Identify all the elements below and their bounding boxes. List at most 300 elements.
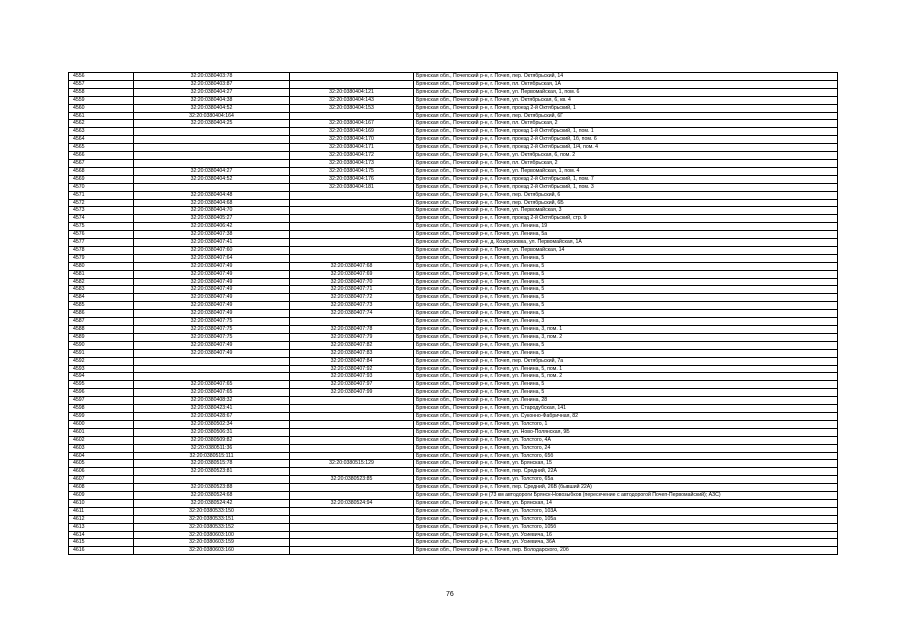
table-row: [69, 120, 838, 128]
address-cell: Брянская обл., Почепский р-н, г. Почеп, проезд 2-й Октябрьский, 1б, пом. 6: [414, 136, 838, 144]
cadastral-number-parcel: 32:20:0380533:152: [134, 523, 290, 531]
cadastral-number-object: 32:20:0380407:83: [290, 349, 414, 357]
address-cell: Брянская обл., Почепский р-н, г. Почеп, ул. Усиевича, 16: [414, 531, 838, 539]
row-number: 4594: [69, 373, 134, 381]
cadastral-number-object: [290, 468, 414, 476]
row-number: 4588: [69, 326, 134, 334]
cadastral-number-parcel: [134, 159, 290, 167]
table-row: [69, 452, 838, 460]
cadastral-number-parcel: 32:20:0380515:111: [134, 452, 290, 460]
cadastral-number-object: 32:20:0380407:72: [290, 294, 414, 302]
row-number: 4578: [69, 246, 134, 254]
cadastral-number-object: 32:20:0380523:85: [290, 476, 414, 484]
cadastral-number-parcel: 32:20:0380407:49: [134, 310, 290, 318]
table-row: [69, 412, 838, 420]
table-row: [69, 167, 838, 175]
cadastral-number-object: 32:20:0380407:73: [290, 302, 414, 310]
row-number: 4581: [69, 270, 134, 278]
row-number: 4604: [69, 452, 134, 460]
address-cell: Брянская обл., Почепский р-н, г. Почеп, ул. Ленина, 5: [414, 302, 838, 310]
address-cell: Брянская обл., Почепский р-н, г. Почеп, ул. Октябрьская, 6, пом. 2: [414, 152, 838, 160]
table-row: [69, 365, 838, 373]
address-cell: Брянская обл., Почепский р-н, г. Почеп, ул. Ленина, 5: [414, 341, 838, 349]
cadastral-number-object: 32:20:0380515:129: [290, 460, 414, 468]
address-cell: Брянская обл., Почепский р-н, г. Почеп, ул. Ленина, 5: [414, 278, 838, 286]
cadastral-number-parcel: 32:20:0380515:78: [134, 460, 290, 468]
cadastral-number-parcel: 32:20:0380533:151: [134, 515, 290, 523]
row-number: 4558: [69, 88, 134, 96]
cadastral-number-parcel: [134, 357, 290, 365]
row-number: 4613: [69, 523, 134, 531]
row-number: 4572: [69, 199, 134, 207]
table-row: [69, 246, 838, 254]
address-cell: Брянская обл., Почепский р-н, г. Почеп, ул. Первомайская, 1, пом. 4: [414, 167, 838, 175]
address-cell: Брянская обл., Почепский р-н, г. Почеп, ул. Ленина, 5, пом. 2: [414, 373, 838, 381]
cadastral-number-object: [290, 405, 414, 413]
address-cell: Брянская обл., Почепский р-н, г. Почеп, ул. Толстого, 105б: [414, 523, 838, 531]
cadastral-number-object: 32:20:0380404:171: [290, 144, 414, 152]
cadastral-number-parcel: 32:20:0380406:42: [134, 223, 290, 231]
table-row: [69, 191, 838, 199]
address-cell: Брянская обл., Почепский р-н, г. Почеп, пер. Октябрьский, 14: [414, 73, 838, 81]
table-row: [69, 444, 838, 452]
cadastral-number-parcel: 32:20:0380407:60: [134, 246, 290, 254]
row-number: 4586: [69, 310, 134, 318]
table-row: [69, 318, 838, 326]
row-number: 4589: [69, 333, 134, 341]
cadastral-number-parcel: 32:20:0380428:67: [134, 412, 290, 420]
cadastral-number-parcel: 32:20:0380603:159: [134, 539, 290, 547]
row-number: 4601: [69, 428, 134, 436]
address-cell: Брянская обл., Почепский р-н, г. Почеп, ул. Первомайская, 3: [414, 207, 838, 215]
row-number: 4556: [69, 73, 134, 81]
row-number: 4573: [69, 207, 134, 215]
cadastral-number-object: 32:20:0380404:172: [290, 152, 414, 160]
cadastral-number-parcel: 32:20:0380603:100: [134, 531, 290, 539]
table-row: [69, 547, 838, 555]
cadastral-number-parcel: 32:20:0380511:36: [134, 444, 290, 452]
table-row: [69, 389, 838, 397]
address-cell: Брянская обл., Почепский р-н, г. Почеп, пл. Октябрьская, 1А: [414, 80, 838, 88]
table-row: [69, 428, 838, 436]
address-cell: Брянская обл., Почепский р-н, г. Почеп, ул. Толстого, 24: [414, 444, 838, 452]
cadastral-number-object: [290, 492, 414, 500]
table-row: [69, 405, 838, 413]
cadastral-number-parcel: 32:20:0380407:75: [134, 333, 290, 341]
table-row: [69, 231, 838, 239]
cadastral-number-object: 32:20:0380404:175: [290, 167, 414, 175]
row-number: 4567: [69, 159, 134, 167]
cadastral-number-object: [290, 531, 414, 539]
cadastral-number-object: [290, 444, 414, 452]
cadastral-number-parcel: 32:20:0380407:38: [134, 231, 290, 239]
table-row: [69, 333, 838, 341]
cadastral-number-parcel: 32:20:0380404:52: [134, 175, 290, 183]
cadastral-number-object: 32:20:0380407:68: [290, 262, 414, 270]
row-number: 4564: [69, 136, 134, 144]
table-row: [69, 310, 838, 318]
address-cell: Брянская обл., Почепский р-н, г. Почеп, ул. Ленина, 28: [414, 397, 838, 405]
cadastral-number-parcel: [134, 152, 290, 160]
table-row: [69, 397, 838, 405]
cadastral-number-object: 32:20:0380407:69: [290, 270, 414, 278]
cadastral-number-object: [290, 452, 414, 460]
address-cell: Брянская обл., Почепский р-н, г. Почеп, проезд 2-й Октябрьский, 1, пом. 7: [414, 175, 838, 183]
cadastral-number-parcel: 32:20:0380404:52: [134, 104, 290, 112]
row-number: 4607: [69, 476, 134, 484]
cadastral-number-parcel: 32:20:0380502:34: [134, 420, 290, 428]
table-row: [69, 357, 838, 365]
address-cell: Брянская обл., Почепский р-н, г. Почеп, проезд 2-й Октябрьский, 1, пом. 3: [414, 183, 838, 191]
table-row: [69, 460, 838, 468]
address-cell: Брянская обл., Почепский р-н, г. Почеп, ул. Октябрьская, 6, кв. 4: [414, 96, 838, 104]
cadastral-number-parcel: [134, 183, 290, 191]
cadastral-number-object: [290, 254, 414, 262]
row-number: 4585: [69, 302, 134, 310]
row-number: 4575: [69, 223, 134, 231]
row-number: 4595: [69, 381, 134, 389]
cadastral-number-parcel: 32:20:0380408:32: [134, 397, 290, 405]
cadastral-number-parcel: 32:20:0380407:49: [134, 349, 290, 357]
cadastral-number-object: 32:20:0380404:121: [290, 88, 414, 96]
row-number: 4559: [69, 96, 134, 104]
row-number: 4605: [69, 460, 134, 468]
cadastral-number-object: [290, 191, 414, 199]
cadastral-number-object: [290, 215, 414, 223]
cadastral-number-parcel: 32:20:0380405:27: [134, 215, 290, 223]
address-cell: Брянская обл., Почепский р-н, г. Почеп, ул. Толстого, 4А: [414, 436, 838, 444]
cadastral-number-parcel: 32:20:0380407:49: [134, 278, 290, 286]
row-number: 4593: [69, 365, 134, 373]
row-number: 4584: [69, 294, 134, 302]
address-cell: Брянская обл., Почепский р-н, г. Почеп, проезд 2-й Октябрьский, 1/4, пом. 4: [414, 144, 838, 152]
table-row: [69, 144, 838, 152]
cadastral-number-parcel: 32:20:0380523:81: [134, 468, 290, 476]
row-number: 4603: [69, 444, 134, 452]
cadastral-number-object: 32:20:0380407:78: [290, 326, 414, 334]
cadastral-number-object: [290, 484, 414, 492]
address-cell: Брянская обл., Почепский р-н, г. Почеп, ул. Ленина, 5: [414, 262, 838, 270]
address-cell: Брянская обл., Почепский р-н, г. Почеп, ул. Ленина, 5: [414, 381, 838, 389]
row-number: 4606: [69, 468, 134, 476]
table-row: [69, 539, 838, 547]
address-cell: Брянская обл., Почепский р-н, г. Почеп, ул. Стародубская, 141: [414, 405, 838, 413]
address-cell: Брянская обл., Почепский р-н, г. Почеп, ул. Ленина, 5: [414, 349, 838, 357]
table-row: [69, 381, 838, 389]
cadastral-number-object: [290, 112, 414, 120]
address-cell: Брянская обл., Почепский р-н, г. Почеп, пер. Средний, 26В (бывший 22А): [414, 484, 838, 492]
cadastral-number-object: [290, 318, 414, 326]
row-number: 4610: [69, 499, 134, 507]
table-row: [69, 159, 838, 167]
row-number: 4561: [69, 112, 134, 120]
row-number: 4577: [69, 239, 134, 247]
cadastral-number-parcel: 32:20:0380509:82: [134, 436, 290, 444]
address-cell: Брянская обл., Почепский р-н, г. Почеп, ул. Суконно-Фабричная, 82: [414, 412, 838, 420]
cadastral-number-object: [290, 397, 414, 405]
row-number: 4597: [69, 397, 134, 405]
row-number: 4576: [69, 231, 134, 239]
address-cell: Брянская обл., Почепский р-н, г. Почеп, ул. Ленина, 5, пом. 1: [414, 365, 838, 373]
cadastral-number-object: [290, 420, 414, 428]
table-row: [69, 294, 838, 302]
row-number: 4614: [69, 531, 134, 539]
address-cell: Брянская обл., Почепский р-н, г. Почеп, пер. Средний, 22А: [414, 468, 838, 476]
address-cell: Брянская обл., Почепский р-н, г. Почеп, ул. Ленина, 5: [414, 270, 838, 278]
cadastral-number-object: 32:20:0380404:167: [290, 120, 414, 128]
cadastral-number-parcel: 32:20:0380407:49: [134, 294, 290, 302]
table-row: [69, 88, 838, 96]
cadastral-number-object: [290, 231, 414, 239]
cadastral-number-parcel: [134, 365, 290, 373]
cadastral-number-object: 32:20:0380407:97: [290, 381, 414, 389]
cadastral-number-parcel: 32:20:0380404:164: [134, 112, 290, 120]
cadastral-number-parcel: 32:20:0380407:65: [134, 389, 290, 397]
cadastral-number-parcel: 32:20:0380407:75: [134, 318, 290, 326]
row-number: 4598: [69, 405, 134, 413]
address-cell: Брянская обл., Почепский р-н, г. Почеп, ул. Ленина, 3, пом. 2: [414, 333, 838, 341]
cadastral-number-parcel: 32:20:0380404:38: [134, 96, 290, 104]
cadastral-number-parcel: 32:20:0380407:64: [134, 254, 290, 262]
row-number: 4557: [69, 80, 134, 88]
table-row: [69, 476, 838, 484]
table-row: [69, 199, 838, 207]
address-cell: Брянская обл., Почепский р-н, г. Почеп, проезд 2-й Октябрьский, стр. 9: [414, 215, 838, 223]
cadastral-number-object: [290, 523, 414, 531]
row-number: 4591: [69, 349, 134, 357]
cadastral-number-parcel: [134, 136, 290, 144]
address-cell: Брянская обл., Почепский р-н, г. Почеп, ул. Ново-Полянская, 9Б: [414, 428, 838, 436]
cadastral-number-parcel: 32:20:0380407:49: [134, 262, 290, 270]
cadastral-number-parcel: 32:20:0380404:48: [134, 191, 290, 199]
cadastral-number-object: [290, 436, 414, 444]
cadastral-number-object: 32:20:0380407:92: [290, 365, 414, 373]
address-cell: Брянская обл., Почепский р-н, г. Почеп, ул. Ленина, 5а: [414, 231, 838, 239]
address-cell: Брянская обл., Почепский р-н, г. Почеп, ул. Ленина, 5: [414, 294, 838, 302]
row-number: 4579: [69, 254, 134, 262]
row-number: 4590: [69, 341, 134, 349]
cadastral-number-object: 32:20:0380407:93: [290, 373, 414, 381]
cadastral-number-object: 32:20:0380524:94: [290, 499, 414, 507]
row-number: 4602: [69, 436, 134, 444]
address-cell: Брянская обл., Почепский р-н, г. Почеп, пл. Октябрьская, 2: [414, 120, 838, 128]
table-row: [69, 254, 838, 262]
cadastral-number-parcel: 32:20:0380404:70: [134, 207, 290, 215]
cadastral-number-object: 32:20:0380404:143: [290, 96, 414, 104]
cadastral-number-parcel: [134, 476, 290, 484]
cadastral-number-parcel: 32:20:0380407:41: [134, 239, 290, 247]
cadastral-number-parcel: 32:20:0380523:88: [134, 484, 290, 492]
table-row: [69, 262, 838, 270]
cadastral-number-parcel: 32:20:0380404:68: [134, 199, 290, 207]
address-cell: Брянская обл., Почепский р-н, г. Почеп, ул. Ленина, 5: [414, 254, 838, 262]
cadastral-number-object: 32:20:0380404:170: [290, 136, 414, 144]
address-cell: Брянская обл., Почепский р-н, г. Почеп, пер. Октябрьский, 6: [414, 191, 838, 199]
row-number: 4600: [69, 420, 134, 428]
row-number: 4570: [69, 183, 134, 191]
cadastral-number-parcel: 32:20:0380524:42: [134, 499, 290, 507]
address-cell: Брянская обл., Почепский р-н, г. Почеп, пл. Октябрьская, 2: [414, 159, 838, 167]
address-cell: Брянская обл., Почепский р-н, г. Почеп, ул. Первомайская, 1, пом. 6: [414, 88, 838, 96]
cadastral-number-object: [290, 223, 414, 231]
address-cell: Брянская обл., Почепский р-н, г. Почеп, ул. Толстого, 103А: [414, 507, 838, 515]
table-row: [69, 420, 838, 428]
table-row: [69, 183, 838, 191]
row-number: 4616: [69, 547, 134, 555]
row-number: 4574: [69, 215, 134, 223]
address-cell: Брянская обл., Почепский р-н, г. Почеп, ул. Ленина, 5: [414, 286, 838, 294]
table-row: [69, 96, 838, 104]
table-row: [69, 175, 838, 183]
cadastral-number-object: [290, 515, 414, 523]
row-number: 4611: [69, 507, 134, 515]
table-row: [69, 523, 838, 531]
table-row: [69, 80, 838, 88]
cadastral-number-parcel: 32:20:0380506:31: [134, 428, 290, 436]
table-row: [69, 515, 838, 523]
table-row: [69, 112, 838, 120]
cadastral-number-parcel: [134, 144, 290, 152]
row-number: 4566: [69, 152, 134, 160]
cadastral-number-parcel: [134, 373, 290, 381]
cadastral-number-parcel: 32:20:0380407:65: [134, 381, 290, 389]
row-number: 4568: [69, 167, 134, 175]
cadastral-number-object: [290, 73, 414, 81]
address-cell: Брянская обл., Почепский р-н, г. Почеп, пер. Володарского, 20б: [414, 547, 838, 555]
row-number: 4580: [69, 262, 134, 270]
table-row: [69, 373, 838, 381]
cadastral-number-object: 32:20:0380404:176: [290, 175, 414, 183]
table-row: [69, 73, 838, 81]
table-row: [69, 207, 838, 215]
cadastral-number-parcel: 32:20:0380603:160: [134, 547, 290, 555]
row-number: 4596: [69, 389, 134, 397]
address-cell: Брянская обл., Почепский р-н, г. Почеп, проезд 2-й Октябрьский, 1: [414, 104, 838, 112]
row-number: 4569: [69, 175, 134, 183]
row-number: 4571: [69, 191, 134, 199]
cadastral-number-parcel: 32:20:0380403:78: [134, 73, 290, 81]
address-cell: Брянская обл., Почепский р-н, г. Почеп, пер. Октябрьский, 7а: [414, 357, 838, 365]
table-row: [69, 128, 838, 136]
address-cell: Брянская обл., Почепский р-н, г. Почеп, ул. Ленина, 3: [414, 318, 838, 326]
address-cell: Брянская обл., Почепский р-н, г. Почеп, проезд 1-й Октябрьский, 1, пом. 1: [414, 128, 838, 136]
table-row: [69, 492, 838, 500]
cadastral-number-object: 32:20:0380404:173: [290, 159, 414, 167]
cadastral-number-object: [290, 246, 414, 254]
address-cell: Брянская обл., Почепский р-н, г. Почеп, ул. Ленина, 5: [414, 310, 838, 318]
cadastral-number-object: [290, 507, 414, 515]
cadastral-number-object: 32:20:0380407:70: [290, 278, 414, 286]
table-row: [69, 436, 838, 444]
address-cell: Брянская обл., Почепский р-н, г. Почеп, ул. Толстого, 65б: [414, 452, 838, 460]
table-row: [69, 341, 838, 349]
cadastral-number-object: 32:20:0380407:99: [290, 389, 414, 397]
table-row: [69, 215, 838, 223]
address-cell: Брянская обл., Почепский р-н, г. Почеп, ул. Ленина, 5: [414, 389, 838, 397]
cadastral-number-parcel: 32:20:0380524:68: [134, 492, 290, 500]
table-row: [69, 278, 838, 286]
cadastral-number-object: [290, 412, 414, 420]
address-cell: Брянская обл., Почепский р-н, г. Почеп, пер. Октябрьский, 6Б: [414, 199, 838, 207]
table-row: [69, 326, 838, 334]
table-body: [69, 73, 838, 555]
cadastral-number-parcel: 32:20:0380407:49: [134, 302, 290, 310]
cadastral-number-object: [290, 547, 414, 555]
cadastral-number-object: 32:20:0380404:169: [290, 128, 414, 136]
address-cell: Брянская обл., Почепский р-н, г. Почеп, ул. Толстого, 65а: [414, 476, 838, 484]
table-row: [69, 507, 838, 515]
cadastral-number-parcel: 32:20:0380404:27: [134, 167, 290, 175]
cadastral-number-object: 32:20:0380407:84: [290, 357, 414, 365]
row-number: 4565: [69, 144, 134, 152]
cadastral-number-parcel: 32:20:0380407:49: [134, 270, 290, 278]
table-row: [69, 104, 838, 112]
table-row: [69, 302, 838, 310]
row-number: 4587: [69, 318, 134, 326]
cadastral-number-parcel: 32:20:0380407:75: [134, 326, 290, 334]
address-cell: Брянская обл., Почепский р-н, г. Почеп, ул. Ленина, 3, пом. 1: [414, 326, 838, 334]
address-cell: Брянская обл., Почепский р-н, г. Почеп, ул. Усиевича, 36А: [414, 539, 838, 547]
cadastral-number-object: 32:20:0380404:181: [290, 183, 414, 191]
address-cell: Брянская обл., Почепский р-н, г. Почеп, пер. Октябрьский, 6Г: [414, 112, 838, 120]
table-row: [69, 499, 838, 507]
cadastral-number-object: [290, 207, 414, 215]
address-cell: Брянская обл., Почепский р-н (73 км автодороги Брянск-Новозыбков (пересечение с автодорогой Почеп-Первомайский); АЗС): [414, 492, 838, 500]
address-cell: Брянская обл., Почепский р-н, г. Почеп, ул. Толстого, 1: [414, 420, 838, 428]
table-row: [69, 286, 838, 294]
address-cell: Брянская обл., Почепский р-н, г. Почеп, ул. Брянская, 14: [414, 499, 838, 507]
cadastral-number-object: [290, 428, 414, 436]
table-row: [69, 152, 838, 160]
cadastral-number-parcel: 32:20:0380403:87: [134, 80, 290, 88]
row-number: 4562: [69, 120, 134, 128]
cadastral-number-object: [290, 80, 414, 88]
cadastral-number-parcel: 32:20:0380404:25: [134, 120, 290, 128]
row-number: 4583: [69, 286, 134, 294]
table-row: [69, 270, 838, 278]
table-row: [69, 239, 838, 247]
table-row: [69, 136, 838, 144]
row-number: 4609: [69, 492, 134, 500]
table-row: [69, 531, 838, 539]
address-cell: Брянская обл., Почепский р-н, г. Почеп, ул. Толстого, 105а: [414, 515, 838, 523]
row-number: 4612: [69, 515, 134, 523]
address-cell: Брянская обл., Почепский р-н, г. Почеп, ул. Первомайская, 14: [414, 246, 838, 254]
address-cell: Брянская обл., Почепский р-н, д. Козорезовка, ул. Первомайская, 1А: [414, 239, 838, 247]
cadastral-number-object: 32:20:0380407:82: [290, 341, 414, 349]
cadastral-number-parcel: 32:20:0380404:27: [134, 88, 290, 96]
cadastral-number-parcel: 32:20:0380407:49: [134, 286, 290, 294]
row-number: 4599: [69, 412, 134, 420]
cadastral-number-object: [290, 199, 414, 207]
address-cell: Брянская обл., Почепский р-н, г. Почеп, ул. Брянская, 15: [414, 460, 838, 468]
cadastral-number-object: 32:20:0380407:74: [290, 310, 414, 318]
table-row: [69, 349, 838, 357]
cadastral-number-parcel: 32:20:0380533:150: [134, 507, 290, 515]
row-number: 4615: [69, 539, 134, 547]
cadastral-number-object: 32:20:0380404:153: [290, 104, 414, 112]
cadastral-number-parcel: 32:20:0380423:41: [134, 405, 290, 413]
page-number: 76: [446, 591, 454, 598]
cadastral-number-object: 32:20:0380407:79: [290, 333, 414, 341]
table-row: [69, 484, 838, 492]
table-row: [69, 468, 838, 476]
property-table: [68, 72, 838, 555]
cadastral-number-parcel: [134, 128, 290, 136]
address-cell: Брянская обл., Почепский р-н, г. Почеп, ул. Ленина, 19: [414, 223, 838, 231]
cadastral-number-object: [290, 539, 414, 547]
cadastral-number-object: 32:20:0380407:71: [290, 286, 414, 294]
